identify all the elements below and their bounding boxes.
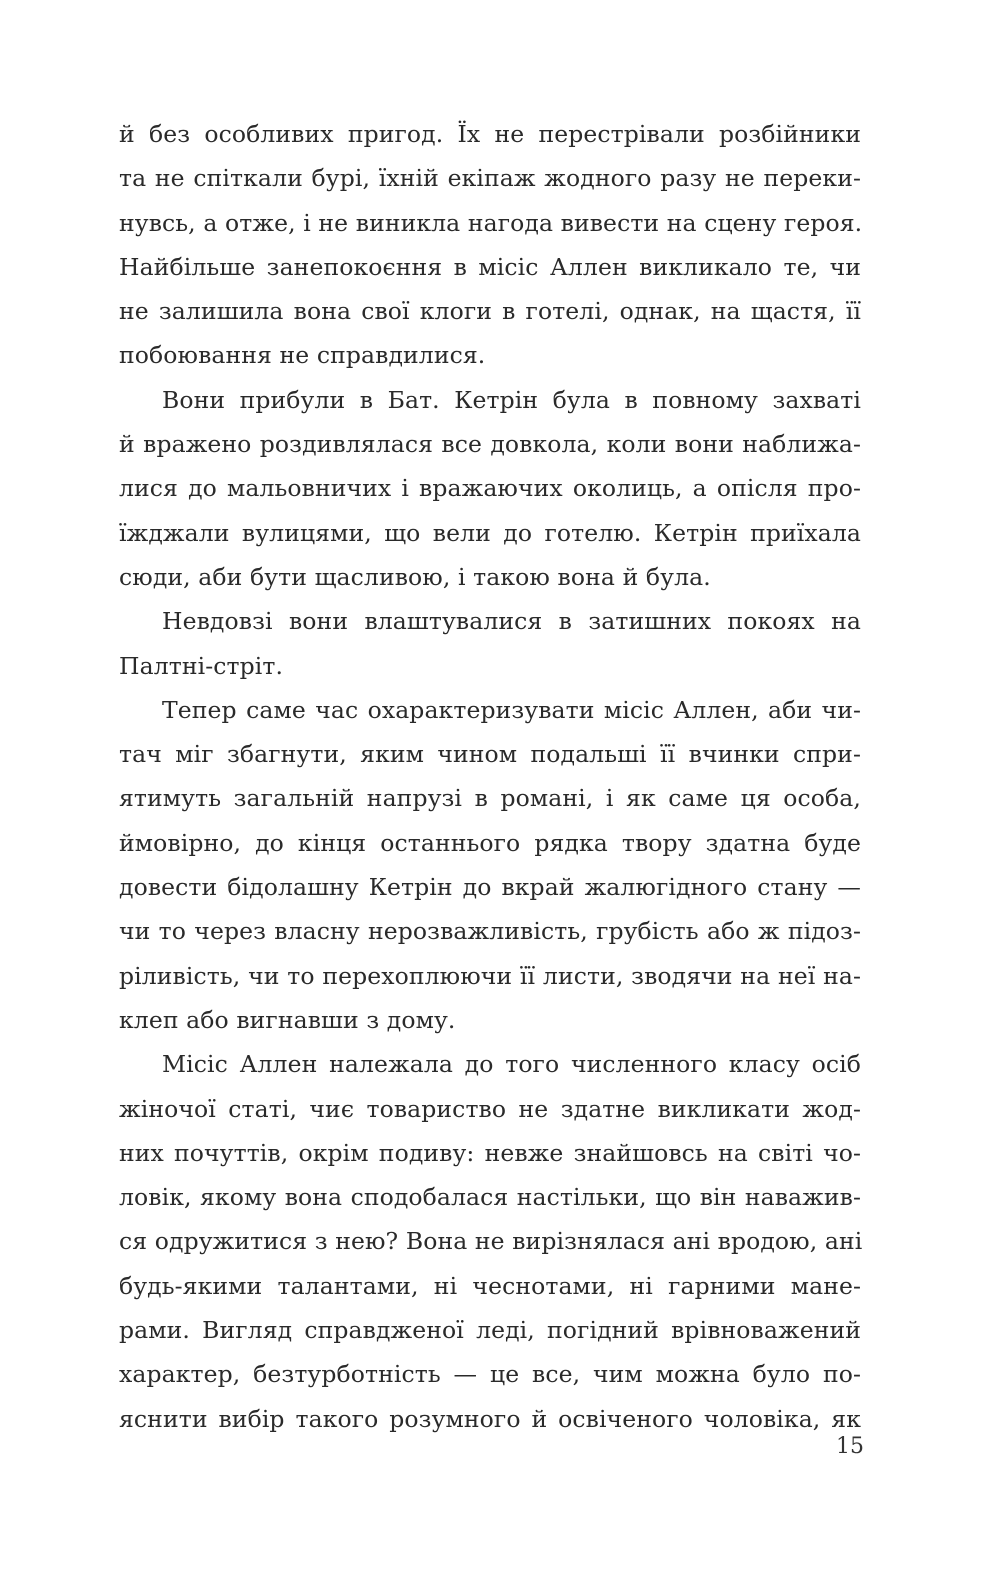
text-line: лися до мальовничих і вражаючих околиць, а опісля про-	[119, 474, 861, 503]
text-line: будь-якими талантами, ні чеснотами, ні гарними мане-	[119, 1271, 861, 1300]
text-line: жіночої статі, чиє товариство не здатне викликати жод-	[119, 1094, 861, 1123]
text-line: побоювання не справдилися.	[119, 341, 486, 370]
text-line: них почуттів, окрім подиву: невже знайшовсь на світі чо-	[119, 1138, 861, 1167]
text-line: їжджали вулицями, що вели до готелю. Кетрін приїхала	[119, 518, 861, 547]
text-line: ріливість, чи то перехоплюючи її листи, зводячи на неї на-	[119, 961, 861, 990]
text-line: сюди, аби бути щасливою, і такою вона й була.	[119, 562, 711, 591]
text-line: Найбільше занепокоєння в місіс Аллен викликало те, чи	[119, 252, 861, 281]
text-line: нувсь, а отже, і не виникла нагода вивести на сцену героя.	[119, 208, 863, 237]
paragraph	[119, 378, 861, 599]
paragraph	[119, 688, 861, 1042]
text-line: клеп або вигнавши з дому.	[119, 1005, 456, 1034]
text-line: та не спіткали бурі, їхній екіпаж жодного разу не переки-	[119, 164, 861, 193]
text-line: Палтні-стріт.	[119, 651, 284, 680]
text-line: ймовірно, до кінця останнього рядка твору здатна буде	[119, 828, 861, 857]
text-line: Тепер саме час охарактеризувати місіс Аллен, аби чи-	[162, 695, 861, 724]
text-line: яснити вибір такого розумного й освіченого чоловіка, як	[119, 1404, 861, 1433]
body-text	[119, 112, 861, 1441]
text-line: Місіс Аллен належала до того численного класу осіб	[162, 1050, 861, 1079]
text-line: чи то через власну нерозважливість, грубість або ж підоз-	[119, 917, 861, 946]
text-line: й без особливих пригод. Їх не перестрівали розбійники	[119, 120, 861, 148]
text-line: Вони прибули в Бат. Кетрін була в повному захваті	[162, 385, 861, 414]
text-line: не залишила вона свої клоги в готелі, однак, на щастя, її	[119, 297, 861, 326]
paragraph	[119, 1042, 861, 1441]
page-number: 15	[836, 1434, 864, 1459]
text-line: ятимуть загальній напрузі в романі, і як саме ця особа,	[119, 784, 861, 813]
text-line: довести бідолашну Кетрін до вкрай жалюгідного стану —	[119, 873, 861, 902]
text-line: й вражено роздивлялася все довкола, коли вони наближа-	[119, 430, 861, 459]
text-line: тач міг збагнути, яким чином подальші її вчинки спри-	[119, 740, 861, 769]
paragraph	[119, 599, 861, 688]
text-line: рами. Вигляд справдженої леді, погідний врівноважений	[119, 1316, 861, 1345]
text-line: ся одружитися з нею? Вона не вирізнялася ані вродою, ані	[119, 1227, 863, 1256]
text-line: характер, безтурботність — це все, чим можна було по-	[119, 1360, 861, 1389]
text-line: Невдовзі вони влаштувалися в затишних покоях на	[162, 607, 861, 636]
text-line: ловік, якому вона сподобалася настільки, що він наважив-	[119, 1183, 861, 1212]
paragraph	[119, 112, 861, 378]
